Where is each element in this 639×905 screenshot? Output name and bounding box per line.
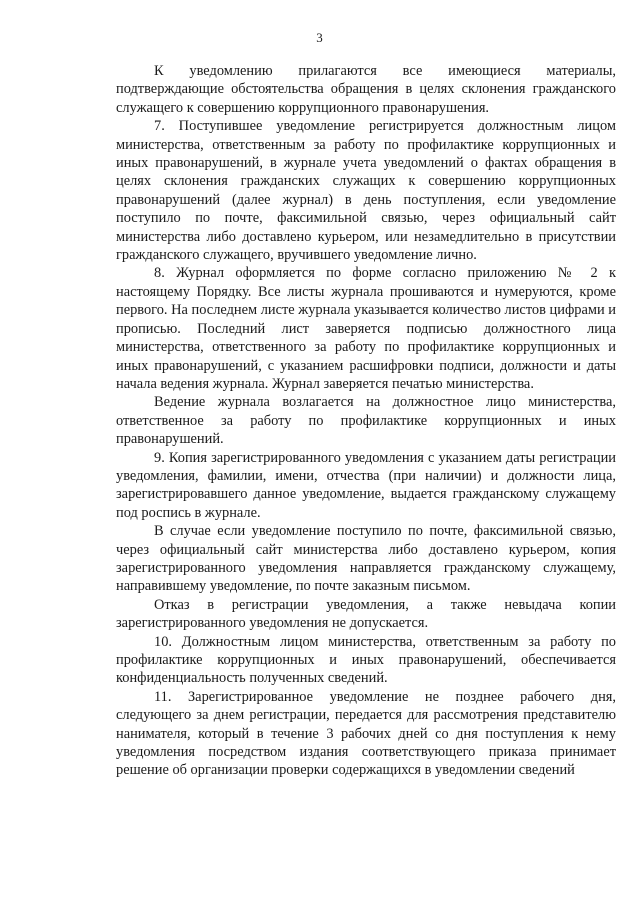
paragraph-9: 9. Копия зарегистрированного уведомления с указанием даты регистрации уведомления, фамилии, имени, отчества (при наличии) и должности лица, зарегистрировавшего данное уведомление, выдается гражданскому служащему под роспись в журнале. xyxy=(116,449,616,521)
page-number: 3 xyxy=(316,30,323,45)
paragraph-journal-keeping: Ведение журнала возлагается на должностное лицо министерства, ответственное за работу по профилактике коррупционных и иных правонарушений. xyxy=(116,394,616,448)
paragraph-refusal: Отказ в регистрации уведомления, а также невыдача копии зарегистрированного уведомления не допускается. xyxy=(116,596,616,632)
document-body xyxy=(116,62,616,780)
paragraph-mail-copy: В случае если уведомление поступило по почте, факсимильной связью, через официальный сайт министерства либо доставлено курьером, копия зарегистрированного уведомления направляется гражданскому служащему, направившему уведомление, по почте заказным письмом. xyxy=(116,523,616,595)
paragraph-7: 7. Поступившее уведомление регистрируется должностным лицом министерства, ответственным за работу по профилактике коррупционных и иных правонарушений, в журнале учета уведомлений о фактах обращения в целях склонения гражданских служащих к совершению коррупционных правонарушений (далее журнал) в день поступления, если уведомление поступило по почте, факсимильной связью, через официальный сайт министерства либо доставлено курьером, или незамедлительно в присутствии гражданского служащего, вручившего уведомление лично. xyxy=(116,118,616,264)
paragraph-10: 10. Должностным лицом министерства, ответственным за работу по профилактике коррупционных и иных правонарушений, обеспечивается конфиденциальность полученных сведений. xyxy=(116,633,616,687)
paragraph-8: 8. Журнал оформляется по форме согласно приложению № 2 к настоящему Порядку. Все листы журнала прошиваются и нумеруются, кроме первого. На последнем листе журнала указывается количество листов цифрами и прописью. Последний лист заверяется подписью должностного лица министерства, ответственного за работу по профилактике коррупционных и иных правонарушений, с указанием расшифровки подписи, должности и даты начала ведения журнала. Журнал заверяется печатью министерства. xyxy=(116,265,616,392)
paragraph-11: 11. Зарегистрированное уведомление не позднее рабочего дня, следующего за днем регистрации, передается для рассмотрения представителю нанимателя, который в течение 3 рабочих дней со дня поступления к нему уведомления посредством издания соответствующего приказа принимает решение об организации проверки содержащихся в уведомлении сведений xyxy=(116,688,616,779)
paragraph-attachments: К уведомлению прилагаются все имеющиеся материалы, подтверждающие обстоятельства обращения в целях склонения гражданского служащего к совершению коррупционного правонарушения. xyxy=(116,63,616,116)
